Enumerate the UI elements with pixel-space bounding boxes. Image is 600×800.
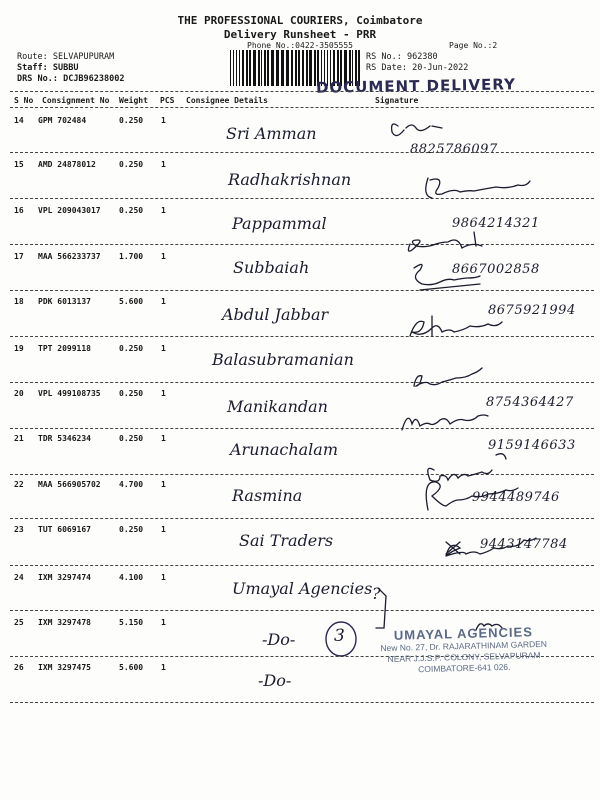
seal-line-1: UMAYAL AGENCIES [393, 624, 534, 643]
col-pcs: PCS [160, 96, 175, 105]
rs-date-value: 20-Jun-2022 [412, 63, 469, 73]
phone-number: Phone No.:0422-3505555 [247, 41, 353, 50]
col-signature: Signature [375, 96, 419, 105]
rs-no-label: RS No.: [366, 52, 402, 62]
row-sno: 26 [14, 663, 24, 672]
seal-line-3: NEAR J.J.S.P. COLONY, SELVAPURAM [387, 650, 541, 664]
row-receiver-phone: 8754364427 [486, 395, 574, 410]
row-consignment-no: TPT 2099118 [38, 344, 91, 353]
row-sno: 16 [14, 206, 24, 215]
signature-15 [426, 178, 530, 198]
row-weight: 5.600 [119, 663, 144, 672]
row-pcs: 1 [161, 663, 166, 672]
row-receiver-phone: 8667002858 [452, 262, 540, 277]
row-pcs: 1 [161, 434, 166, 443]
row-pcs: 1 [161, 389, 166, 398]
row-consignee-name: Umayal Agencies [232, 579, 373, 598]
row-pcs: 1 [161, 297, 166, 306]
row-consignment-no: PDK 6013137 [38, 297, 91, 306]
sheet-title: Delivery Runsheet - PRR [223, 28, 377, 41]
row-weight: 4.700 [119, 480, 144, 489]
row-consignee-name: Abdul Jabbar [222, 305, 329, 324]
row-weight: 5.600 [119, 297, 144, 306]
row-weight: 0.250 [119, 206, 144, 215]
row-consignment-no: VPL 499108735 [38, 389, 101, 398]
rs-date-label: RS Date: [366, 63, 407, 73]
row-receiver-phone: 9944489746 [472, 490, 560, 505]
row-consignment-no: AMD 24878012 [38, 160, 96, 169]
row-consignment-no: IXM 3297474 [38, 573, 91, 582]
company-title: THE PROFESSIONAL COURIERS, Coimbatore [177, 14, 423, 27]
signature-23-mark [446, 542, 460, 554]
row-weight: 0.250 [119, 160, 144, 169]
staff-label: Staff: [17, 63, 48, 73]
row-consignment-no: IXM 3297475 [38, 663, 91, 672]
row-consignee-name: Subbaiah [233, 258, 310, 277]
signature-14 [392, 124, 442, 136]
row-consignment-no: IXM 3297478 [38, 618, 91, 627]
signature-16 [408, 232, 482, 251]
signature-22 [426, 482, 518, 510]
row-weight: 0.250 [119, 434, 144, 443]
row-pcs: 1 [161, 206, 166, 215]
drs-label: DRS No.: [17, 74, 58, 84]
row-receiver-phone: 9443147784 [480, 537, 568, 552]
row-weight: 5.150 [119, 618, 144, 627]
signature-17 [414, 264, 480, 290]
signature-19 [414, 368, 482, 386]
row-consignee-name: Manikandan [227, 397, 328, 416]
page-number: Page No.:2 [449, 41, 498, 50]
row-weight: 0.250 [119, 389, 144, 398]
row-weight: 4.100 [119, 573, 144, 582]
row-sno: 15 [14, 160, 24, 169]
signature-18 [410, 316, 502, 336]
seal-line-4: COIMBATORE-641 026. [418, 661, 511, 675]
row-sno: 17 [14, 252, 24, 261]
row-consignee-name: Sai Traders [239, 531, 334, 550]
col-consignment: Consignment No [42, 96, 110, 105]
row-pcs: 1 [161, 480, 166, 489]
row-pcs: 1 [161, 618, 166, 627]
row-sno: 23 [14, 525, 24, 534]
row-pcs: 1 [161, 160, 166, 169]
row-sno: 24 [14, 573, 24, 582]
row-sno: 18 [14, 297, 24, 306]
row-sno: 20 [14, 389, 24, 398]
row-consignee-name: -Do- [258, 671, 292, 690]
staff-value: SUBBU [52, 63, 79, 73]
row-consignee-name: -Do- [262, 630, 296, 649]
row-pcs: 1 [161, 252, 166, 261]
row-receiver-phone: 9864214321 [452, 216, 540, 231]
row-sno: 21 [14, 434, 24, 443]
row-pcs: 1 [161, 525, 166, 534]
row-consignee-name: Arunachalam [230, 440, 338, 459]
row-consignment-no: GPM 702484 [38, 116, 87, 125]
col-sno: S No [14, 96, 34, 105]
row-weight: 0.250 [119, 116, 144, 125]
route-label: Route: [17, 52, 48, 62]
circled-count: 3 [334, 626, 345, 646]
umayal-agencies-seal [363, 623, 565, 688]
row-sno: 14 [14, 116, 24, 125]
row-weight: 0.250 [119, 344, 144, 353]
row-sno: 22 [14, 480, 24, 489]
document-delivery-stamp: DOCUMENT DELIVERY [315, 75, 517, 97]
row-consignment-no: MAA 566905702 [38, 480, 101, 489]
row-consignment-no: TDR 5346234 [38, 434, 91, 443]
row-consignee-name: Radhakrishnan [228, 170, 352, 189]
col-consignee: Consignee Details [186, 96, 268, 105]
row-sno: 19 [14, 344, 24, 353]
row-pcs: 1 [161, 573, 166, 582]
row-weight: 0.250 [119, 525, 144, 534]
row-pcs: 1 [161, 116, 166, 125]
row-pcs: 1 [161, 344, 166, 353]
row-receiver-phone: 9159146633 [488, 438, 576, 453]
signature-20 [402, 415, 488, 430]
signature-21 [428, 454, 506, 482]
rs-no-value: 962380 [406, 52, 438, 62]
row-weight: 1.700 [119, 252, 144, 261]
row-consignee-name: Rasmina [232, 486, 303, 505]
row-receiver-phone: 8675921994 [488, 303, 576, 318]
question-mark: ? [372, 584, 381, 603]
row-consignment-no: MAA 566233737 [38, 252, 101, 261]
row-sno: 25 [14, 618, 24, 627]
drs-value: DCJB96238002 [63, 74, 125, 84]
row-consignment-no: VPL 209043017 [38, 206, 101, 215]
row-receiver-phone: 8825786097 [410, 142, 498, 157]
row-consignee-name: Pappammal [232, 214, 327, 233]
row-consignee-name: Sri Amman [226, 124, 317, 143]
route-value: SELVAPUPURAM [52, 52, 115, 62]
seal-line-2: New No. 27, Dr. RAJARATHINAM GARDEN [380, 638, 548, 654]
row-consignment-no: TUT 6069167 [38, 525, 91, 534]
col-weight: Weight [119, 96, 148, 105]
row-consignee-name: Balasubramanian [212, 350, 354, 369]
